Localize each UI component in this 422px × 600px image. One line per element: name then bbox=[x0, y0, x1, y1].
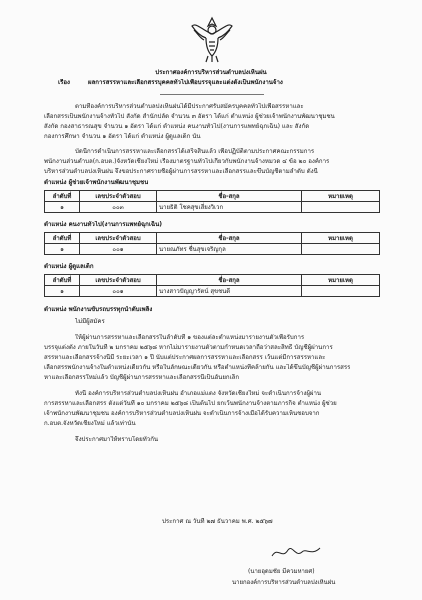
col-exam-id-header: เลขประจำตัวสอบ bbox=[80, 275, 157, 286]
section-3-table bbox=[44, 274, 380, 297]
section-2-table bbox=[44, 232, 380, 255]
intro-line-2: เลือกสรรเป็นพนักงานจ้างทั่วไป สังกัด สำนักปลัด จำนวน ๓ อัตรา ได้แก่ ตำแหน่ง ผู้ช่วยเจ้าพนักงานพัฒนาชุมชน bbox=[44, 113, 335, 120]
org-heading: ประกาศองค์การบริหารส่วนตำบลปงเหินฝน bbox=[155, 69, 267, 76]
closing-text: จึงประกาศมาให้ทราบโดยทั่วกัน bbox=[75, 436, 159, 443]
col-name-header: ชื่อ-สกุล bbox=[157, 233, 302, 244]
cell-order: ๑ bbox=[45, 244, 80, 255]
signer-name: (นายอุดมชัย มีควมหายศ) bbox=[248, 568, 315, 575]
para4-line-3: เจ้าพนักงานพัฒนาชุมชน องค์การบริหารส่วนตำบลปงเหินฝน จะดำเนินการจ้างเมื่อได้รับความเห็นชอบจาก bbox=[44, 410, 320, 417]
cell-exam-id: ๐๐๑ bbox=[80, 244, 157, 255]
cell-exam-id: ๐๐๑ bbox=[80, 286, 157, 297]
para2-line-2: พนักงานส่วนตำบล(ก.อบต.)จังหวัดเชียงใหม่ เรื่องมาตรฐานทั่วไปเกี่ยวกับพนักงานจ้างหมวด ๔ ข้อ ๒๐ องค์การ bbox=[44, 158, 330, 165]
section-4-note: ไม่มีผู้สมัคร bbox=[75, 318, 105, 325]
col-order-header: ลำดับที่ bbox=[45, 191, 80, 202]
col-name-header: ชื่อ-สกุล bbox=[157, 191, 302, 202]
para3-line-3: สรรหาและเลือกสรรจ้างนี้มี ระยะเวลา ๑ ปี นับแต่ประกาศผลการสรรหาและเลือกสรร เว้นแต่มีการสรรหาและ bbox=[44, 354, 326, 361]
col-exam-id-header: เลขประจำตัวสอบ bbox=[80, 233, 157, 244]
table-header-row bbox=[45, 191, 380, 202]
announce-date: ประกาศ ณ วันที่ ๒๗ ธันวาคม พ.ศ. ๒๕๖๗ bbox=[162, 518, 273, 525]
intro-line-4: กองการศึกษา จำนวน ๑ อัตรา ได้แก่ ตำแหน่ง ผู้ดูแลเด็ก นั้น bbox=[44, 133, 201, 140]
para2-line-3: บริหารส่วนตำบลปงเหินฝน จึงขอประกาศรายชื่อผู้ผ่านการสรรหาและเลือกสรรและขึ้นบัญชีตามลำดับ ดังนี้ bbox=[44, 168, 318, 175]
para3-line-2: บรรจุแต่งตั้ง ภายในวันที่ ๒ มกราคม ๒๕๖๘ หากไม่มารายงานตัวตามกำหนดเวลาถือว่าสละสิทธิ์ บัญชีผู้ผ่านการ bbox=[44, 344, 333, 351]
table-row bbox=[45, 244, 380, 255]
col-order-header: ลำดับที่ bbox=[45, 233, 80, 244]
para4-line-4: ก.อบต.จังหวัดเชียงใหม่ แล้วเท่านั้น bbox=[44, 420, 136, 427]
table-header-row bbox=[45, 275, 380, 286]
cell-order: ๑ bbox=[45, 286, 80, 297]
table-row bbox=[45, 286, 380, 297]
col-order-header: ลำดับที่ bbox=[45, 275, 80, 286]
signer-title: นายกองค์การบริหารส่วนตำบลปงเหินฝน bbox=[232, 579, 336, 586]
section-4-title: ตำแหน่ง พนักงานขับรถบรรทุกน้ำดับเพลิง bbox=[44, 306, 153, 313]
cell-exam-id: ๐๐๓ bbox=[80, 202, 157, 213]
cell-remark bbox=[302, 286, 380, 297]
section-3-title: ตำแหน่ง ผู้ดูแลเด็ก bbox=[44, 263, 94, 270]
cell-remark bbox=[302, 202, 380, 213]
para3-line-4: เลือกสรรพนักงานจ้างในตำแหน่งเดียวกัน หรือในลักษณะเดียวกัน หรือตำแหน่งที่คล้ายกัน และได้ขึ้นบัญชีผู้ผ่านการสรร bbox=[44, 364, 351, 371]
col-exam-id-header: เลขประจำตัวสอบ bbox=[80, 191, 157, 202]
intro-line-3: สังกัด กองสาธารณสุข จำนวน ๑ อัตรา ได้แก่ ตำแหน่ง คนงานทั่วไป(งานการแพทย์ฉุกเฉิน) และ สังกัด bbox=[44, 123, 310, 130]
section-2-title: ตำแหน่ง คนงานทั่วไป(งานการแพทย์ฉุกเฉิน) bbox=[44, 221, 163, 228]
table-row bbox=[45, 202, 380, 213]
cell-name: นายธิติ โชคสุขเสี่ยงวิเวก bbox=[157, 202, 302, 213]
col-remark-header: หมายเหตุ bbox=[302, 275, 380, 286]
para2-line-1: บัดนี้การดำเนินการสรรหาและเลือกสรรได้เสร็จสิ้นแล้ว เพื่อปฏิบัติตามประกาศคณะกรรมการ bbox=[75, 148, 315, 155]
handwritten-signature bbox=[268, 542, 328, 562]
table-header-row bbox=[45, 233, 380, 244]
para3-line-1: ให้ผู้ผ่านการสรรหาและเลือกสรรในลำดับที่ ๑ ของแต่ละตำแหน่งมารายงานตัวเพื่อรับการ bbox=[75, 334, 305, 341]
col-name-header: ชื่อ-สกุล bbox=[157, 275, 302, 286]
section-1-table bbox=[44, 190, 380, 213]
subject-label: เรื่อง bbox=[58, 79, 70, 86]
cell-name: นางสาวปัญญารัตน์ สุขชนดี bbox=[157, 286, 302, 297]
col-remark-header: หมายเหตุ bbox=[302, 233, 380, 244]
para4-line-1: ทั้งนี้ องค์การบริหารส่วนตำบลปงเหินฝน อำเภอแม่แตง จังหวัดเชียงใหม่ จะดำเนินการจ้างผู้ผ่าน bbox=[75, 390, 322, 397]
cell-name: นายณภัทร ชื่นสุขเจริญกุล bbox=[157, 244, 302, 255]
cell-order: ๑ bbox=[45, 202, 80, 213]
para4-line-2: การสรรหาและเลือกสรร ตั้งแต่วันที่ ๑๐ มกราคม ๒๕๖๘ เป็นต้นไป ยกเว้นพนักงานจ้างตามภารกิจ ตำแหน่ง ผู้ช่วย bbox=[44, 400, 337, 407]
cell-remark bbox=[302, 244, 380, 255]
para3-line-5: หาและเลือกสรรใหม่แล้ว บัญชีผู้ผ่านการสรรหาและเลือกสรรนี้เป็นอันยกเลิก bbox=[44, 374, 240, 381]
title-divider bbox=[160, 94, 264, 95]
section-1-title: ตำแหน่ง ผู้ช่วยเจ้าพนักงานพัฒนาชุมชน bbox=[44, 179, 149, 186]
col-remark-header: หมายเหตุ bbox=[302, 191, 380, 202]
intro-line-1: ตามที่องค์การบริหารส่วนตำบลปงเหินฝนได้มีประกาศรับสมัครบุคคลทั่วไปเพื่อสรรหาและ bbox=[75, 103, 304, 110]
garuda-emblem-icon bbox=[190, 12, 234, 64]
subject-text: ผลการสรรหาและเลือกสรรบุคคลทั่วไปเพื่อบรรจุและแต่งตั้งเป็นพนักงานจ้าง bbox=[88, 79, 283, 86]
